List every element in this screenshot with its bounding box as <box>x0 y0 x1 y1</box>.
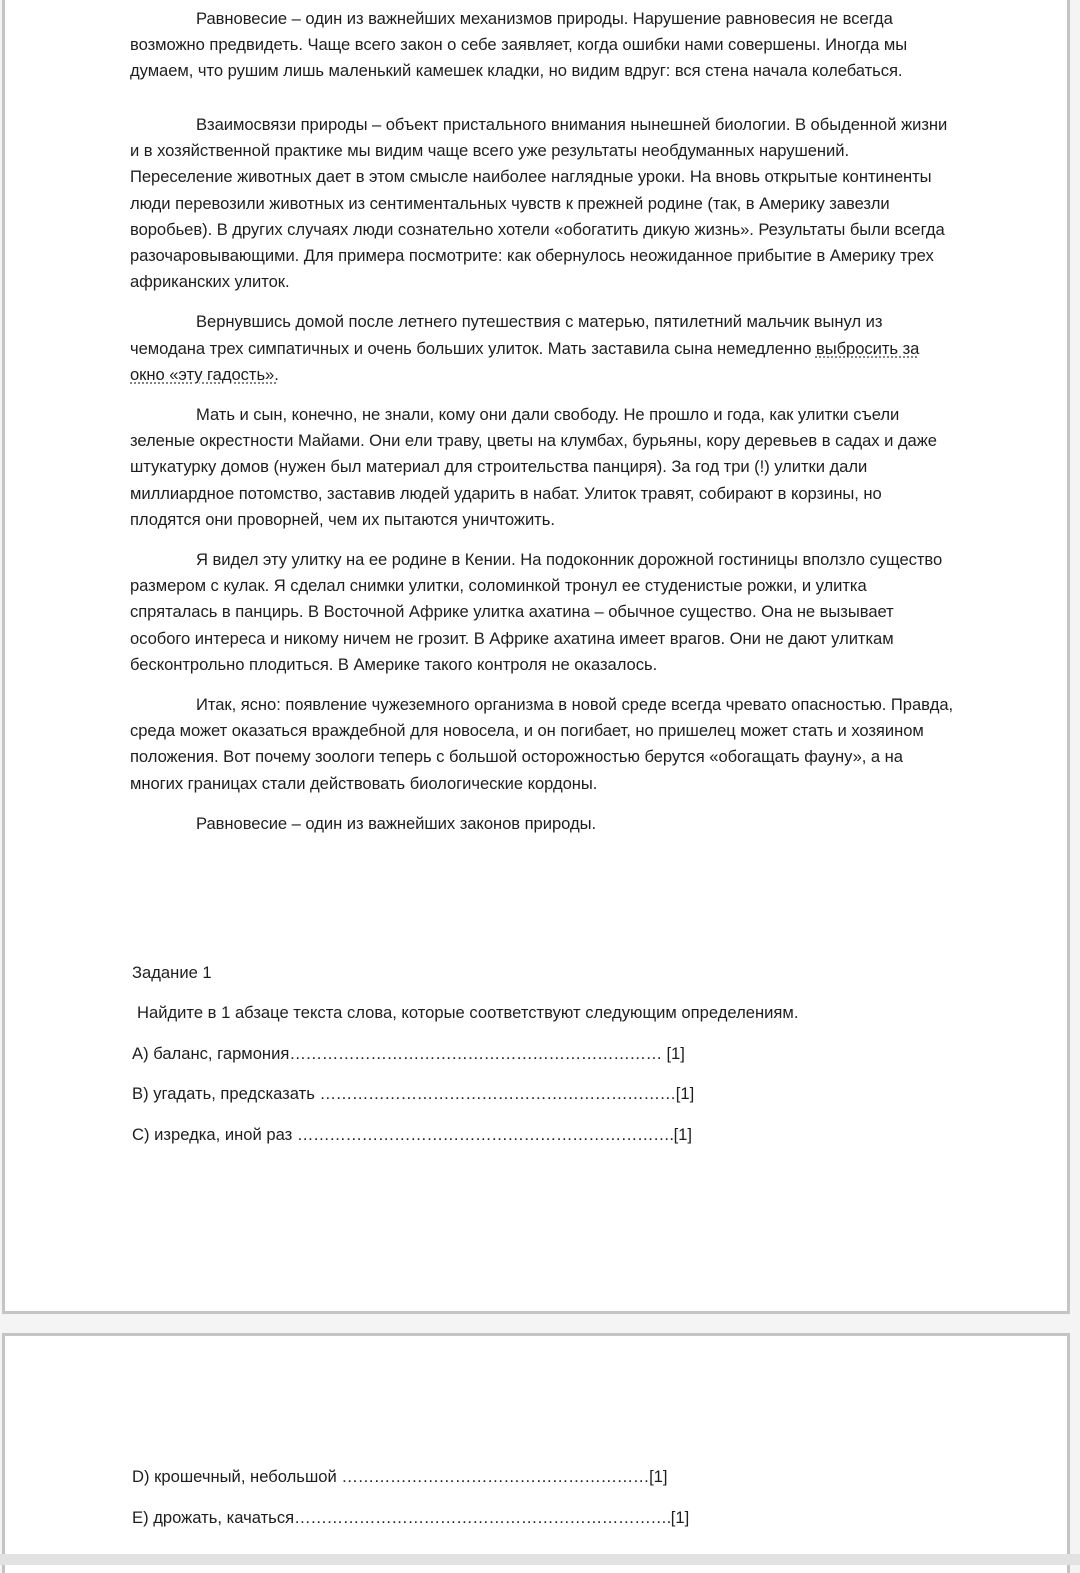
task-item-c-label: C) изредка, иной раз <box>132 1125 297 1144</box>
paragraph-5: Я видел эту улитку на ее родине в Кении. На подоконник дорожной гостиницы вползло существо размером с кулак. Я сделал снимки улитки, соломинкой тронул ее студенистые рожки, и улитка спряталась в панцирь. В Восточной Африке улитка ахатина – обычное существо. Она не вызывает особого интереса и никому ничем не грозит. В Африке ахатина имеет врагов. Они не дают улиткам бесконтрольно плодиться. В Америке такого контроля не оказалось. <box>130 550 943 674</box>
spellcheck-underlined-text: выбросить за окно «эту гадость». <box>130 338 920 384</box>
page-gap-bottom <box>0 1554 1080 1565</box>
task-item-b-mark: [1] <box>675 1084 695 1103</box>
task-item-d-label: D) крошечный, небольшой <box>132 1467 342 1486</box>
task-item-b <box>132 1081 694 1107</box>
task-item-c-mark: [1] <box>673 1125 693 1144</box>
answer-blank-d[interactable]: ………………………………………………… <box>341 1467 650 1486</box>
paragraph-1-line-4: вся стена начала колебаться. <box>674 61 903 81</box>
task-item-d <box>132 1464 668 1490</box>
answer-blank-c[interactable]: ……………………………………………………………. <box>296 1125 674 1144</box>
task-item-d-mark: [1] <box>649 1467 668 1486</box>
task-item-a <box>132 1041 685 1067</box>
task-title: Задание 1 <box>132 963 212 982</box>
document-body <box>130 6 955 851</box>
task-item-e-mark: [1] <box>670 1508 690 1527</box>
paragraph-4: Мать и сын, конечно, не знали, кому они дали свободу. Не прошло и года, как улитки съели зеленые окрестности Майами. Они ели траву, цветы на клумбах, бурьяны, кору деревьев в садах и даже штукатурку домов (нужен был материал для строительства панциря). За год три (!) улитки дали миллиардное потомство, заставив людей ударить в набат. Улиток травят, собирают в корзины, но плодятся они проворней, чем их пытаются уничтожить. <box>130 405 937 529</box>
document-page-2 <box>2 1333 1070 1573</box>
paragraph-1-line-1: Равновесие – один из важнейших механизмов природы. Нарушение равновесия не <box>196 9 839 28</box>
paragraph-2: Взаимосвязи природы – объект пристального внимания нынешней биологии. В обыденной жизни и в хозяйственной практике мы видим чаще всего уже результаты необдуманных нарушений. Переселение животных дает в этом смысле наиболее наглядные уроки. На вновь открытые континенты люди перевозили животных из сентиментальных чувств к прежней родине (так, в Америку завезли воробьев). В других случаях люди сознательно хотели «обогатить дикую жизнь». Результаты были всегда разочаровывающими. Для примера посмотрите: как обернулось неожиданное прибытие в Америку трех африканских улиток. <box>130 115 948 292</box>
task-item-e <box>132 1505 689 1531</box>
answer-blank-e[interactable]: ……………………………………………………………. <box>294 1508 671 1527</box>
paragraph-1 <box>130 6 955 98</box>
paragraph-1-line-3: совершены. Иногда мы думаем, что рушим лишь маленький камешек кладки, но видим вдруг: <box>130 35 908 81</box>
task-item-c <box>132 1122 692 1148</box>
task-item-a-label: A) баланс, гармония <box>132 1044 290 1063</box>
answer-blank-a[interactable]: …………………………………………………………… <box>289 1044 662 1063</box>
task-instruction: Найдите в 1 абзаце текста слова, которые соответствуют следующим определениям. <box>137 1003 799 1022</box>
paragraph-3 <box>130 309 955 388</box>
task-item-b-label: B) угадать, предсказать <box>132 1084 320 1103</box>
answer-blank-b[interactable]: ………………………………………………………… <box>319 1084 676 1103</box>
task-item-e-label: E) дрожать, качаться <box>132 1508 295 1527</box>
paragraph-6: Итак, ясно: появление чужеземного организма в новой среде всегда чревато опасностью. Правда, среда может оказаться враждебной для новосела, и он погибает, но пришелец может стать и хозяином положения. Вот почему зоологи теперь с большой осторожностью берутся «обогащать фауну», а на многих границах стали действовать биологические кордоны. <box>130 695 954 793</box>
paragraph-1-line-2: всегда возможно предвидеть. Чаще всего закон о себе заявляет, когда ошибки нами <box>130 9 893 55</box>
paragraph-7: Равновесие – один из важнейших законов природы. <box>196 813 597 833</box>
paragraph-3-text: Вернувшись домой после летнего путешествия с матерью, пятилетний мальчик вынул из чемодана трех симпатичных и очень больших улиток. Мать заставила сына немедленно <box>130 312 883 358</box>
task-item-a-mark: [1] <box>661 1044 685 1063</box>
